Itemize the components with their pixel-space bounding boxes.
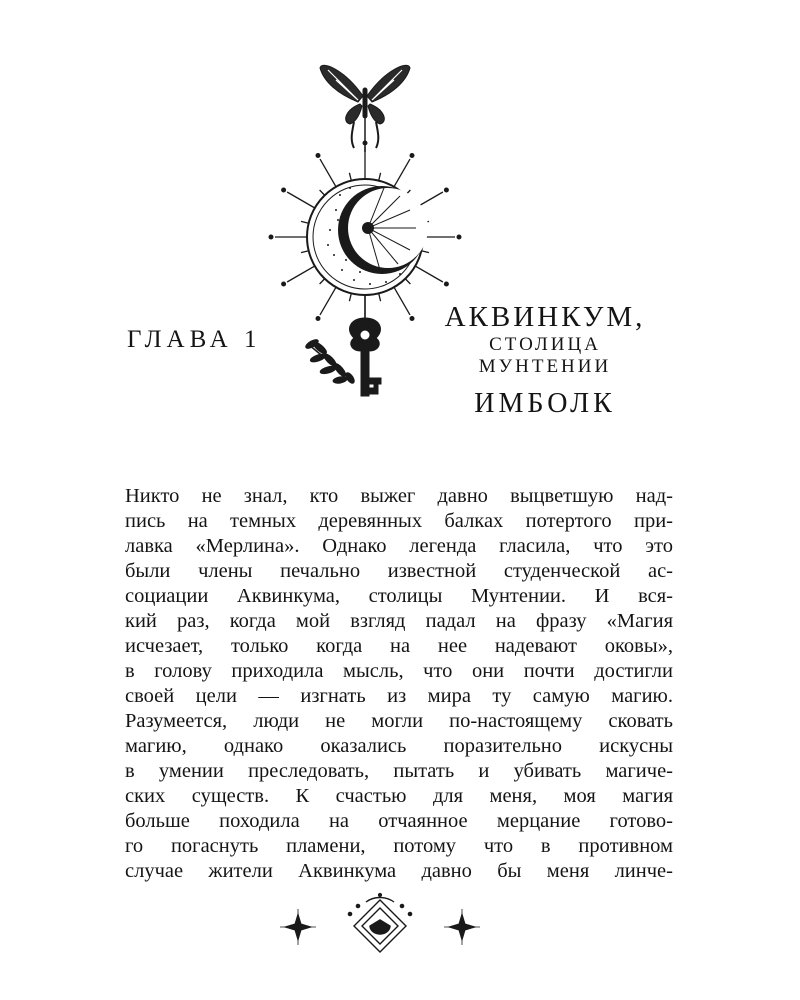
text-line: Разумеется, люди не могли по-настоящему сковать	[125, 710, 673, 732]
text-line: ских существ. К счастью для меня, моя магия	[125, 785, 673, 807]
text-line: исчезает, только когда на нее надевают оковы»,	[125, 635, 673, 657]
text-line: своей цели — изгнать из мира ту самую магию.	[125, 685, 673, 707]
text-line: кий раз, когда мой взгляд падал на фразу «Магия	[125, 610, 673, 632]
text-line: больше походила на отчаянное мерцание готово-	[125, 810, 673, 832]
text-line: были члены печально известной студенческой ас-	[125, 560, 673, 582]
diamond-eye-icon	[348, 894, 411, 952]
sparkle-star-icon	[280, 909, 316, 945]
location-title: АКВИНКУМ,	[444, 301, 646, 333]
chapter-body-text	[125, 484, 673, 884]
text-line: магию, однако оказались поразительно искусны	[125, 735, 673, 757]
text-line: в умении преследовать, пытать и убивать магиче-	[125, 760, 673, 782]
butterfly-icon	[320, 65, 410, 152]
location-subtitle-line-2: МУНТЕНИИ	[478, 356, 612, 377]
text-line: пись на темных деревянных балках потертого при-	[125, 510, 673, 532]
location-subtitle-line-1: СТОЛИЦА	[489, 334, 601, 355]
text-line: случае жители Аквинкума давно бы меня линче-	[125, 860, 673, 882]
text-line: лавка «Мерлина». Однако легенда гласила, что это	[125, 535, 673, 557]
chapter-label: ГЛАВА 1	[127, 326, 262, 353]
sparkle-star-icon	[444, 909, 480, 945]
page-footer-ornament	[270, 892, 490, 962]
holiday-title: ИМБОЛК	[474, 388, 616, 419]
fern-leaf-icon	[304, 338, 355, 385]
crescent-moon-icon	[307, 179, 428, 295]
chapter-location	[440, 300, 650, 378]
text-line: в голову приходила мысль, что они почти достигли	[125, 660, 673, 682]
text-line: социации Аквинкума, столицы Мунтении. И вся-	[125, 585, 673, 607]
text-line: го погаснуть пламени, потому что в противном	[125, 835, 673, 857]
text-line: Никто не знал, кто выжег давно выцветшую над-	[125, 485, 673, 507]
